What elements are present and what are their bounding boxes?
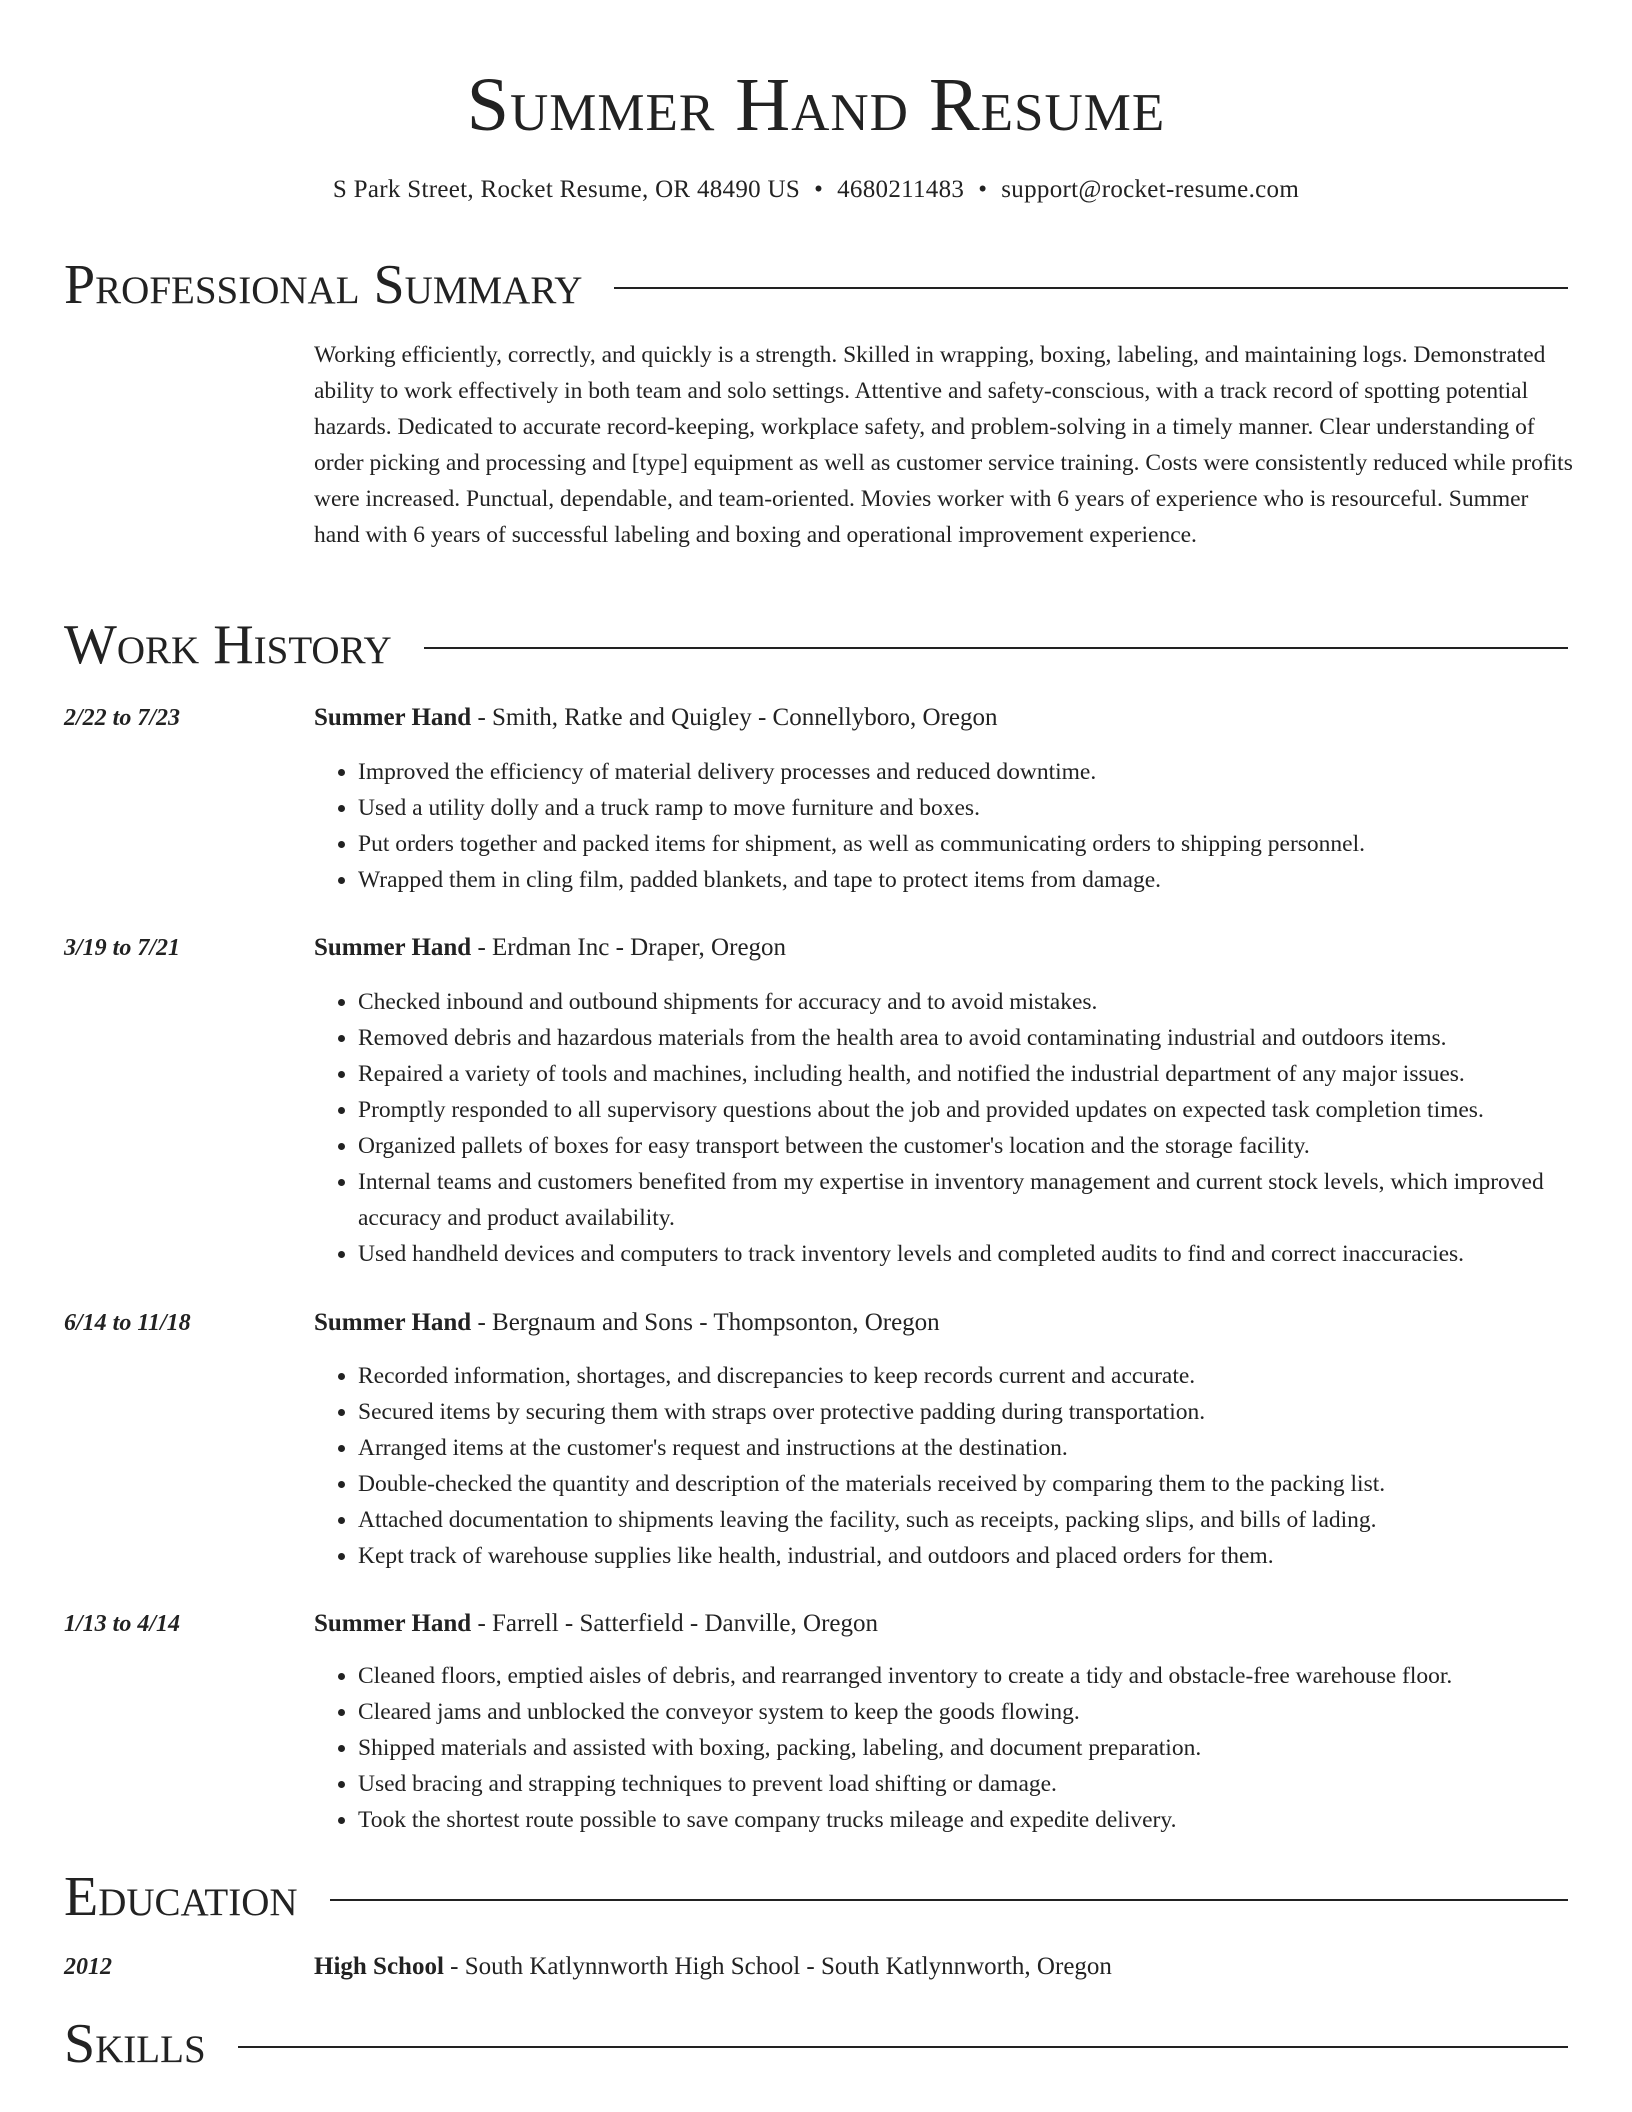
work-bullet: • Double-checked the quantity and description of the materials received by comparing them to the packing list. xyxy=(358,1466,1618,1502)
work-bullet: • Wrapped them in cling film, padded blankets, and tape to protect items from damage. xyxy=(358,862,1618,898)
contact-separator: • xyxy=(978,176,988,203)
education-details: - South Katlynnworth High School - South Katlynnworth, Oregon xyxy=(443,1953,1112,1980)
work-dates: 1/13 to 4/14 xyxy=(64,1611,181,1637)
work-details: - Farrell - Satterfield - Danville, Oregon xyxy=(471,1610,879,1637)
education-heading xyxy=(64,1862,1568,1932)
work-bullet: • Used bracing and strapping techniques to prevent load shifting or damage. xyxy=(358,1766,1618,1802)
work-bullet: • Removed debris and hazardous materials from the health area to avoid contaminating industrial and outdoors items. xyxy=(358,1020,1618,1056)
work-title: Work History xyxy=(64,614,392,676)
summary-heading xyxy=(64,250,1568,320)
work-role: Summer Hand xyxy=(314,1610,472,1637)
work-bullet: • Cleaned floors, emptied aisles of debris, and rearranged inventory to create a tidy and obstacle-free warehouse floor. xyxy=(358,1658,1618,1694)
work-bullet: • Checked inbound and outbound shipments for accuracy and to avoid mistakes. xyxy=(358,984,1618,1020)
work-role: Summer Hand xyxy=(314,704,472,731)
work-bullets xyxy=(314,754,1618,898)
summary-title: Professional Summary xyxy=(64,254,583,316)
work-heading-line xyxy=(314,1606,1574,1642)
contact-line xyxy=(0,174,1632,206)
work-bullet: • Attached documentation to shipments leaving the facility, such as receipts, packing slips, and bills of lading. xyxy=(358,1502,1618,1538)
skills-title: Skills xyxy=(64,2013,206,2075)
section-divider xyxy=(424,647,1568,649)
work-dates: 2/22 to 7/23 xyxy=(64,705,181,731)
contact-address: S Park Street, Rocket Resume, OR 48490 US xyxy=(332,176,801,203)
work-bullet: • Secured items by securing them with straps over protective padding during transportation. xyxy=(358,1394,1618,1430)
work-bullets xyxy=(314,1658,1618,1838)
section-divider xyxy=(238,2046,1568,2048)
work-bullet: • Shipped materials and assisted with boxing, packing, labeling, and document preparation. xyxy=(358,1730,1618,1766)
work-details: - Smith, Ratke and Quigley - Connellyboro, Oregon xyxy=(471,704,998,731)
work-bullets xyxy=(314,984,1618,1272)
education-heading-line xyxy=(314,1949,1574,1985)
skills-heading xyxy=(64,2009,1568,2079)
education-year: 2012 xyxy=(64,1954,112,1980)
work-role: Summer Hand xyxy=(314,1309,472,1336)
work-bullet: • Put orders together and packed items for shipment, as well as communicating orders to shipping personnel. xyxy=(358,826,1618,862)
work-dates: 6/14 to 11/18 xyxy=(64,1310,191,1336)
work-heading-line xyxy=(314,930,1574,966)
contact-separator: • xyxy=(814,176,824,203)
work-bullet: • Used a utility dolly and a truck ramp to move furniture and boxes. xyxy=(358,790,1618,826)
work-bullet: • Used handheld devices and computers to track inventory levels and completed audits to find and correct inaccuracies. xyxy=(358,1236,1618,1272)
work-bullet: • Cleared jams and unblocked the conveyor system to keep the goods flowing. xyxy=(358,1694,1618,1730)
work-bullet: • Promptly responded to all supervisory questions about the job and provided updates on expected task completion times. xyxy=(358,1092,1618,1128)
work-dates: 3/19 to 7/21 xyxy=(64,935,181,961)
work-heading-line xyxy=(314,1305,1574,1341)
work-bullet: • Organized pallets of boxes for easy transport between the customer's location and the storage facility. xyxy=(358,1128,1618,1164)
education-title: Education xyxy=(64,1866,298,1928)
section-divider xyxy=(614,287,1568,289)
resume-name: Summer Hand Resume xyxy=(466,63,1166,147)
work-bullet: • Repaired a variety of tools and machines, including health, and notified the industrial department of any major issues. xyxy=(358,1056,1618,1092)
work-details: - Erdman Inc - Draper, Oregon xyxy=(471,934,787,961)
work-heading xyxy=(64,610,1568,680)
work-bullet: • Internal teams and customers benefited from my expertise in inventory management and current stock levels, which improved accuracy and product availability. xyxy=(358,1164,1618,1236)
work-heading-line xyxy=(314,700,1574,736)
work-bullet: • Improved the efficiency of material delivery processes and reduced downtime. xyxy=(358,754,1618,790)
work-details: - Bergnaum and Sons - Thompsonton, Oregon xyxy=(471,1309,940,1336)
section-divider xyxy=(330,1899,1568,1901)
work-bullet: • Took the shortest route possible to save company trucks mileage and expedite delivery. xyxy=(358,1802,1618,1838)
contact-phone: 4680211483 xyxy=(837,176,965,203)
work-bullet: • Recorded information, shortages, and discrepancies to keep records current and accurate. xyxy=(358,1358,1618,1394)
contact-email: support@rocket-resume.com xyxy=(1001,176,1300,203)
work-bullets xyxy=(314,1358,1618,1574)
work-bullet: • Arranged items at the customer's request and instructions at the destination. xyxy=(358,1430,1618,1466)
work-bullet: • Kept track of warehouse supplies like health, industrial, and outdoors and placed orders for them. xyxy=(358,1538,1618,1574)
work-role: Summer Hand xyxy=(314,934,472,961)
education-degree: High School xyxy=(314,1953,444,1980)
summary-text: Working efficiently, correctly, and quickly is a strength. Skilled in wrapping, boxing, labeling, and maintaining logs. Demonstrated ability to work effectively in both team and solo settings. Attentive and safety-conscious, with a track record of spotting potential hazards. Dedicated to accurate record-keeping, workplace safety, and problem-solving in a timely manner. Clear understanding of order picking and processing and [type] equipment as well as customer service training. Costs were consistently reduced while profits were increased. Punctual, dependable, and team-oriented. Movies worker with 6 years of experience who is resourceful. Summer hand with 6 years of successful labeling and boxing and operational improvement experience. xyxy=(314,342,1573,548)
